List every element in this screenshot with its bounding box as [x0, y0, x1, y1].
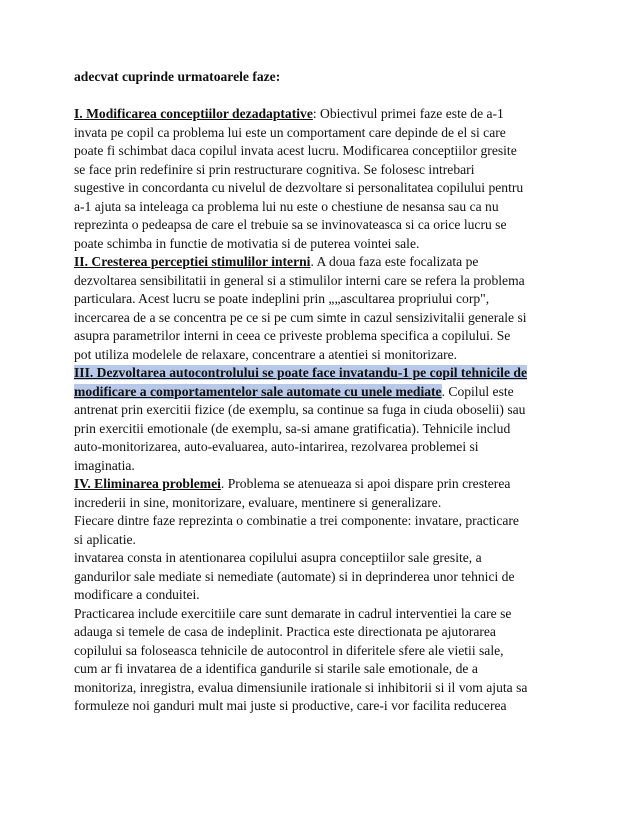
closing-line: gandurilor sale mediate si nemediate (automate) si in deprinderea unor tehnici de — [74, 568, 515, 584]
closing-line: adauga si temele de casa de indeplinit. Practica este directionata pe ajutorarea — [74, 624, 496, 639]
section1-line: poate schimba in functie de motivatia si de puterea vointei sale. — [74, 235, 420, 251]
section3-heading-line — [74, 364, 574, 383]
section3-heading-line2 — [74, 383, 574, 402]
paragraph-gap — [74, 87, 574, 106]
section1-line: invata pe copil ca problema lui este un comportament care depinde de el si care — [74, 124, 506, 140]
closing-line: invatarea consta in atentionarea copilului asupra conceptiilor sale gresite, a — [74, 550, 482, 565]
section1-heading-rest: : Obiectivul primei faze este de a-1 — [312, 106, 504, 121]
section3-heading-part1: III. Dezvoltarea autocontrolului se poate face invatandu-1 pe copil tehnicile de — [74, 365, 527, 380]
section2-line: incercarea de a se concentra pe ce si pe cum simte in cazul sensizivitalii generale si — [74, 309, 527, 325]
document-page — [74, 68, 574, 716]
section2-heading: II. Cresterea perceptiei stimulilor interni — [74, 254, 311, 269]
section2-heading-line — [74, 253, 574, 272]
closing-line: copilului sa foloseasca tehnicile de autocontrol in diferitele sfere ale vietii sale, — [74, 642, 504, 658]
section2-line: pot utiliza modelele de relaxare, concentrare a atentiei si monitorizare. — [74, 346, 458, 362]
section3-heading-rest: . Copilul este — [441, 383, 514, 399]
section3-line: auto-monitorizarea, auto-evaluarea, auto-intarirea, rezolvarea problemei si — [74, 439, 479, 454]
section2-line: dezvoltarea sensibilitatii in general si a stimulilor interni care se refera la problema — [74, 272, 525, 288]
section3-line: prin exercitii emotionale (de exemplu, sa-si amane gratificatia). Tehnicile includ — [74, 420, 511, 436]
section2-line: particulara. Acest lucru se poate indeplini prin „„ascultarea propriului corp", — [74, 291, 490, 306]
section2-line: asupra parametrilor interni in ceea ce priveste problema specifica a copilului. Se — [74, 328, 511, 343]
section1-line: reprezinta o pedeapsa de care el trebuie sa se invinovateasca si ca orice lucru se — [74, 217, 507, 232]
closing-line: formuleze noi ganduri mult mai juste si productive, care-i vor facilita reducerea — [74, 698, 507, 713]
section1-heading-line — [74, 105, 574, 124]
closing-line: cum ar fi invatarea de a identifica gandurile si starile sale emotionale, de a — [74, 661, 478, 676]
closing-line: Practicarea include exercitiile care sunt demarate in cadrul interventiei la care se — [74, 605, 512, 621]
section3-line: imaginatia. — [74, 457, 135, 473]
intro-line: adecvat cuprinde urmatoarele faze: — [74, 69, 281, 84]
section3-heading-part2: modificare a comportamentelor sale automate cu unele mediate — [74, 383, 442, 399]
closing-line: monitoriza, inregistra, evalua dimensiunile irationale si inhibitorii si il vom ajuta sa — [74, 679, 528, 695]
closing-line: si aplicatie. — [74, 531, 136, 547]
section4-heading-line — [74, 475, 574, 494]
section1-line: a-1 ajuta sa inteleaga ca problema lui nu este o chestiune de nesansa sau ca nu — [74, 198, 499, 214]
closing-line: Fiecare dintre faze reprezinta o combinatie a trei componente: invatare, practicare — [74, 513, 519, 528]
section4-heading: IV. Eliminarea problemei — [74, 476, 221, 491]
section1-line: poate fi schimbat daca copilul invata acest lucru. Modificarea conceptiilor gresite — [74, 143, 517, 158]
section4-line: increderii in sine, monitorizare, evaluare, mentinere si generalizare. — [74, 494, 442, 510]
section1-line: sugestive in concordanta cu nivelul de dezvoltare si personalitatea copilului pentru — [74, 180, 524, 195]
section1-line: se face prin redefinire si prin restructurare cognitiva. Se folosesc intrebari — [74, 161, 475, 177]
section3-line: antrenat prin exercitii fizice (de exemplu, sa continue sa fuga in ciuda oboselii) sau — [74, 402, 526, 417]
closing-line: modificare a conduitei. — [74, 587, 200, 602]
section2-heading-rest: . A doua faza este focalizata pe — [310, 254, 479, 269]
section4-heading-rest: . Problema se atenueaza si apoi dispare prin cresterea — [220, 476, 511, 491]
section1-heading: I. Modificarea conceptiilor dezadaptative — [74, 106, 313, 121]
